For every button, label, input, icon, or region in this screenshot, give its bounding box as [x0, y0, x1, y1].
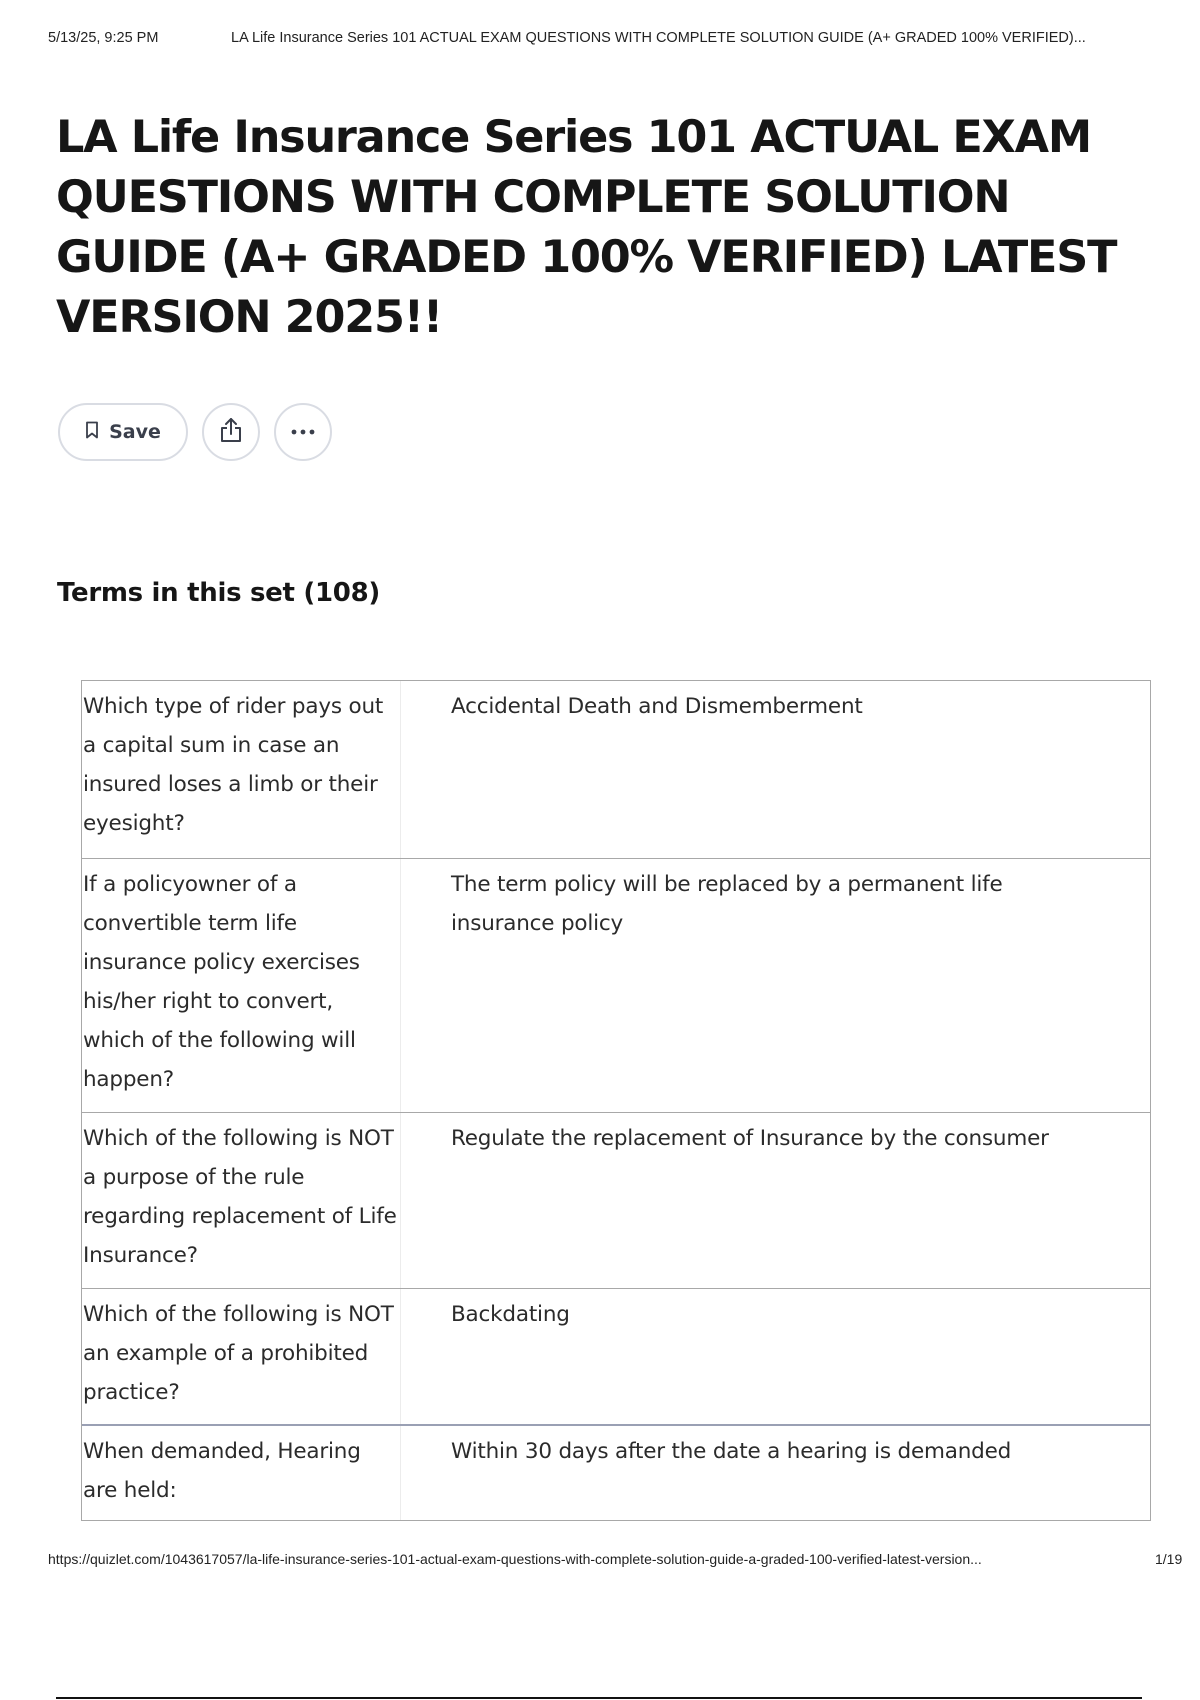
share-button[interactable] [202, 403, 260, 461]
term-text: Which type of rider pays out a capital sum in case an insured loses a limb or their eyesight? [82, 681, 401, 858]
page-title: LA Life Insurance Series 101 ACTUAL EXAM QUESTIONS WITH COMPLETE SOLUTION GUIDE (A+ GRADED 100% VERIFIED) LATEST VERSION 2025!! [56, 112, 1117, 343]
more-options-button[interactable] [274, 403, 332, 461]
print-title: LA Life Insurance Series 101 ACTUAL EXAM QUESTIONS WITH COMPLETE SOLUTION GUIDE (A+ GRADED 100% VERIFIED)... [231, 30, 1086, 46]
more-icon [290, 423, 316, 441]
term-row [82, 681, 1150, 858]
term-text: Which of the following is NOT an example of a prohibited practice? [82, 1289, 401, 1424]
print-url: https://quizlet.com/1043617057/la-life-insurance-series-101-actual-exam-questions-with-complete-solution-guide-a-graded-100-verified-latest-version... [48, 1551, 982, 1567]
term-text: If a policyowner of a convertible term life insurance policy exercises his/her right to convert, which of the following will happen? [82, 859, 401, 1112]
definition-text: Regulate the replacement of Insurance by the consumer [451, 1126, 1049, 1151]
definition-text: Accidental Death and Dismemberment [451, 694, 863, 719]
definition-text: The term policy will be replaced by a permanent life insurance policy [451, 872, 1003, 936]
print-footer [48, 1551, 1190, 1571]
definition-text: Within 30 days after the date a hearing is demanded [451, 1439, 1012, 1464]
save-button[interactable] [58, 403, 188, 461]
definition-text: Backdating [451, 1302, 570, 1327]
term-text: Which of the following is NOT a purpose of the rule regarding replacement of Life Insurance? [82, 1113, 401, 1288]
term-row [82, 1424, 1150, 1520]
print-header [48, 30, 1190, 50]
term-row [82, 1112, 1150, 1288]
bookmark-icon [85, 421, 99, 444]
share-icon [218, 416, 244, 449]
page-number: 1/19 [1155, 1551, 1183, 1567]
page-divider [56, 1697, 1142, 1699]
terms-heading: Terms in this set (108) [57, 578, 380, 608]
action-bar [58, 403, 332, 461]
terms-table [81, 680, 1151, 1521]
save-label: Save [109, 421, 161, 443]
term-text: When demanded, Hearing are held: [82, 1426, 401, 1520]
print-date: 5/13/25, 9:25 PM [48, 30, 159, 46]
term-row [82, 858, 1150, 1112]
term-row [82, 1288, 1150, 1424]
